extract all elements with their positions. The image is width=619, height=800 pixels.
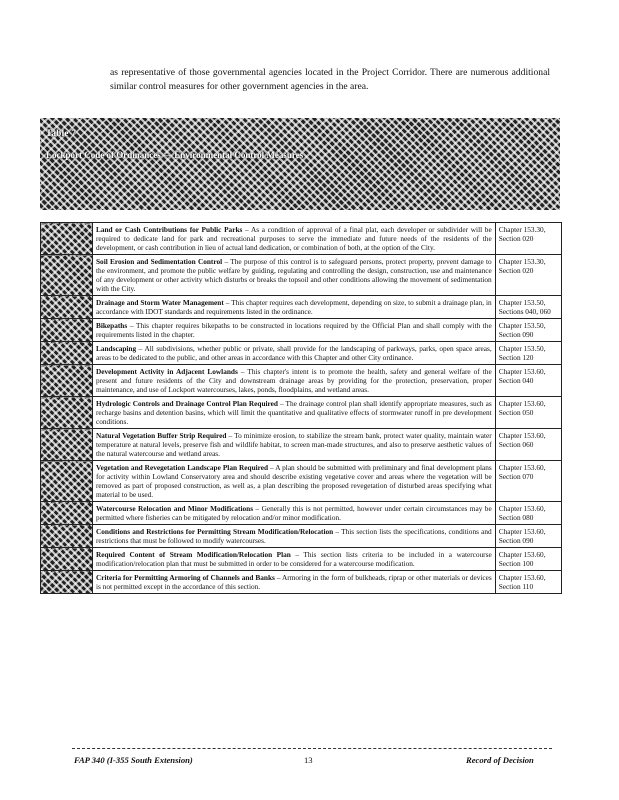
measure-reference: Chapter 153.50, Section 120 <box>495 342 561 365</box>
measure-title: Development Activity in Adjacent Lowlands <box>95 367 238 376</box>
measure-text: – Generally this is not permitted, however under certain circumstances may be permitted where fisheries can be mitigated by relocation and/or minor modification. <box>95 504 492 522</box>
measure-description <box>92 223 495 255</box>
measure-description <box>92 525 495 548</box>
footer-rule <box>72 748 552 749</box>
table-row <box>41 571 562 594</box>
measure-text: – The purpose of this control is to safeguard persons, protect property, prevent damage to the environment, and promote the public welfare by guiding, regulating and controlling the design, construction, use and maintenance of any development or other activity which disturbs or breaks the topsoil and other conditions allowing the movement of sedimentation with the City. <box>95 257 492 293</box>
table-title: Table 7 <box>46 128 77 138</box>
measure-text: – Armoring in the form of bulkheads, riprap or other materials or devices is not permitted except in the accordance of this section. <box>95 573 492 591</box>
table-row <box>41 429 562 461</box>
measure-title: Required Content of Stream Modification/Relocation Plan <box>95 550 291 559</box>
table-row <box>41 319 562 342</box>
row-marker <box>41 365 93 397</box>
measure-title: Conditions and Restrictions for Permitting Stream Modification/Relocation <box>95 527 334 536</box>
measure-text: – This section lists criteria to be included in a watercourse modification/relocation plan that must be submitted in order to be considered for a watercourse modification. <box>95 550 492 568</box>
measure-reference: Chapter 153.60, Section 070 <box>495 461 561 502</box>
row-marker <box>41 397 93 429</box>
measure-title: Bikepaths <box>95 321 128 330</box>
control-measures-table <box>40 222 562 594</box>
measure-description <box>92 461 495 502</box>
measure-title: Vegetation and Revegetation Landscape Plan Required <box>95 463 269 472</box>
measure-title: Soil Erosion and Sedimentation Control <box>95 257 223 266</box>
row-marker <box>41 502 93 525</box>
measure-text: – This chapter requires each development, depending on size, to submit a drainage plan, in accordance with IDOT standards and requirements listed in the ordinance. <box>95 298 492 316</box>
row-marker <box>41 223 93 255</box>
footer-page-number: 13 <box>304 755 313 765</box>
table-row <box>41 365 562 397</box>
table-row <box>41 502 562 525</box>
measure-text: – This chapter requires bikepaths to be constructed in locations required by the Official Plan and shall comply with the requirements listed in the chapter. <box>95 321 492 339</box>
footer-document: Record of Decision <box>466 755 534 765</box>
measure-reference: Chapter 153.50, Sections 040, 060 <box>495 296 561 319</box>
measure-reference: Chapter 153.60, Section 050 <box>495 397 561 429</box>
table-row <box>41 525 562 548</box>
table-row <box>41 342 562 365</box>
measure-reference: Chapter 153.60, Section 110 <box>495 571 561 594</box>
measure-reference: Chapter 153.60, Section 040 <box>495 365 561 397</box>
measure-description <box>92 502 495 525</box>
measure-reference: Chapter 153.30, Section 020 <box>495 223 561 255</box>
measure-reference: Chapter 153.60, Section 090 <box>495 525 561 548</box>
measure-title: Hydrologic Controls and Drainage Control Plan Required <box>95 399 278 408</box>
table-row <box>41 296 562 319</box>
table-subtitle: Lockport Code of Ordinances — Environmental Control Measures <box>46 150 304 160</box>
measure-text: – The drainage control plan shall identify appropriate measures, such as recharge basins and detention basins, which will limit the quantitative and qualitative effects of stormwater runoff in pre development conditions. <box>95 399 492 426</box>
measure-text: – A plan should be submitted with preliminary and final development plans for activity within Lowland Conservatory area and should describe existing vegetative cover and areas where the vegetation will be removed as part of proposed construction, as well as, a plan describing the proposed revegetation of disturbed areas specifying what material to be used. <box>95 463 492 499</box>
row-marker <box>41 342 93 365</box>
measure-reference: Chapter 153.60, Section 060 <box>495 429 561 461</box>
measure-reference: Chapter 153.60, Section 100 <box>495 548 561 571</box>
measure-text: – This chapter's intent is to promote the health, safety and general welfare of the present and future residents of the City and downstream drainage areas by providing for the protection, preservation, proper maintenance, and use of Lockport watercourses, lakes, ponds, floodplains, and wetland areas. <box>95 367 492 394</box>
measure-description <box>92 255 495 296</box>
row-marker <box>41 548 93 571</box>
table-row <box>41 255 562 296</box>
measure-title: Drainage and Storm Water Management <box>95 298 224 307</box>
measure-text: – As a condition of approval of a final plat, each developer or subdivider will be required to dedicate land for park and recreational purposes to serve the immediate and future needs of the residents of the development, or cash contribution in lieu of actual land dedication, or combination of both, at the option of the City. <box>95 225 492 252</box>
measure-reference: Chapter 153.50, Section 090 <box>495 319 561 342</box>
measure-reference: Chapter 153.60, Section 080 <box>495 502 561 525</box>
measure-text: – To minimize erosion, to stabilize the stream bank, protect water quality, maintain water temperature at natural levels, preserve fish and wildlife habitat, to screen man-made structures, and also to preserve aesthetic values of the natural watercourse and wetland areas. <box>95 431 492 458</box>
measure-title: Natural Vegetation Buffer Strip Required <box>95 431 227 440</box>
measure-reference: Chapter 153.30, Section 020 <box>495 255 561 296</box>
measure-title: Landscaping <box>95 344 137 353</box>
table-row <box>41 548 562 571</box>
measure-title: Criteria for Permitting Armoring of Channels and Banks <box>95 573 275 582</box>
measure-description <box>92 342 495 365</box>
row-marker <box>41 255 93 296</box>
row-marker <box>41 571 93 594</box>
measure-description <box>92 319 495 342</box>
table-row <box>41 461 562 502</box>
measure-title: Land or Cash Contributions for Public Parks <box>95 225 243 234</box>
table-row <box>41 223 562 255</box>
footer-project: FAP 340 (I-355 South Extension) <box>74 755 193 765</box>
measure-description <box>92 548 495 571</box>
table-row <box>41 397 562 429</box>
measure-description <box>92 365 495 397</box>
row-marker <box>41 296 93 319</box>
row-marker <box>41 319 93 342</box>
measure-description <box>92 296 495 319</box>
measure-description <box>92 397 495 429</box>
row-marker <box>41 461 93 502</box>
row-marker <box>41 525 93 548</box>
row-marker <box>41 429 93 461</box>
measure-text: – This section lists the specifications, conditions and restrictions that must be followed to modify watercourses. <box>95 527 492 545</box>
measure-title: Watercourse Relocation and Minor Modifications <box>95 504 254 513</box>
table-header-banner <box>40 118 560 210</box>
measure-description <box>92 429 495 461</box>
intro-paragraph: as representative of those governmental agencies located in the Project Corridor. There are numerous additional similar control measures for other government agencies in the area. <box>110 67 550 92</box>
measure-description <box>92 571 495 594</box>
measure-text: – All subdivisions, whether public or private, shall provide for the landscaping of parkways, parks, open space areas, areas to be dedicated to the public, and other areas in accordance with this Chapter and other City ordinance. <box>95 344 492 362</box>
